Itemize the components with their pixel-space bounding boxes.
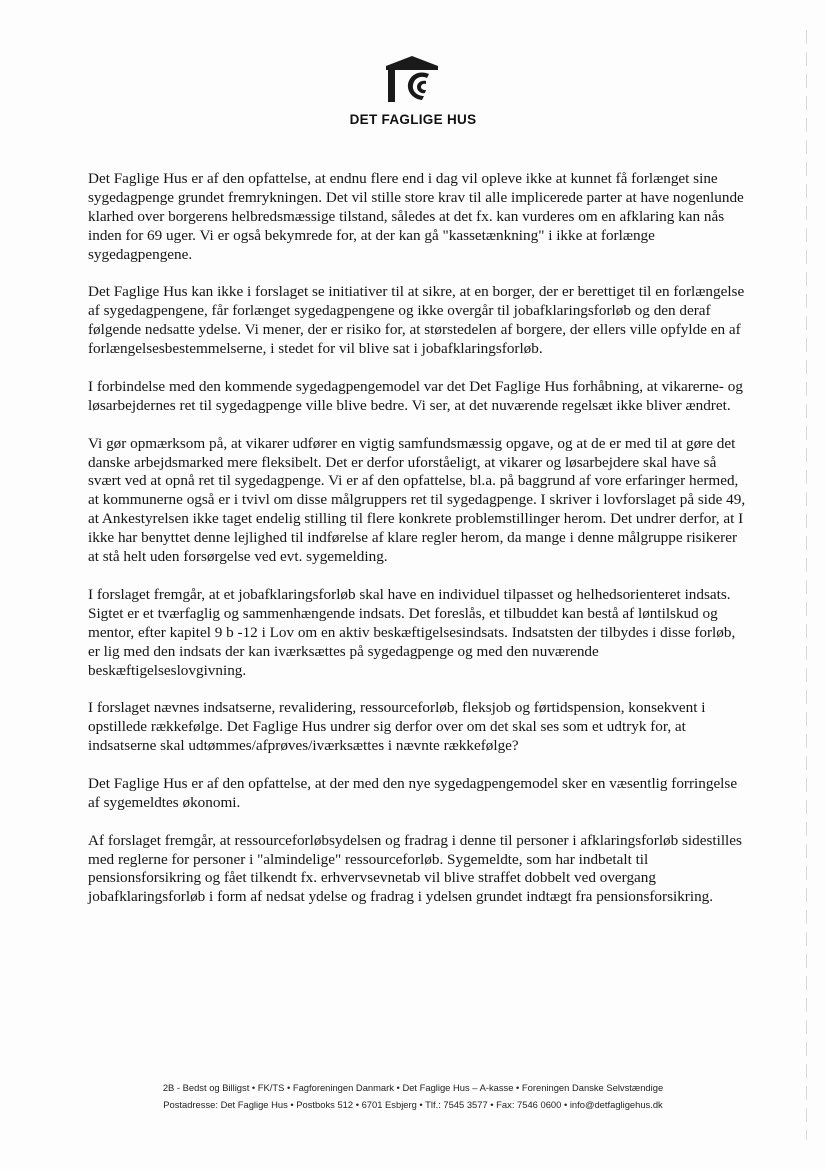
letter-body xyxy=(88,170,748,926)
scan-edge-line xyxy=(806,30,807,1140)
paragraph: Det Faglige Hus kan ikke i forslaget se initiativer til at sikre, at en borger, der er berettiget til en forlængelse af sygedagpengene, får forlænget sygedagpengene og ikke overgår til jobafklaringsforløb og den deraf følgende nedsatte ydelse. Vi mener, der er risiko for, at størstedelen af borgere, der ellers ville opfylde en af forlængelsesbestemmelserne, i stedet for vil blive sat i jobafklaringsforløb. xyxy=(88,283,745,358)
paragraph: Det Faglige Hus er af den opfattelse, at der med den nye sygedagpengemodel sker en væsentlig forringelse af sygemeldtes økonomi. xyxy=(88,774,738,811)
det-faglige-hus-logo-icon xyxy=(382,52,442,108)
page-footer xyxy=(110,1080,716,1113)
footer-address: Postadresse: Det Faglige Hus • Postboks 512 • 6701 Esbjerg • Tlf.: 7545 3577 • Fax: 7546 0600 • info@detfagligehus.dk xyxy=(163,1098,663,1110)
paragraph: Af forslaget fremgår, at ressourceforløbsydelsen og fradrag i denne til personer i afklaringsforløb sidestilles med reglerne for personer i "almindelige" ressourceforløb. Sygemeldte, som har indbetalt til pensionsforsikring og fået tilkendt fx. erhvervsevnetab vil blive straffet dobbelt ved overgang jobafklaringsforløb i form af nedsat ydelse og fradrag i ydelsen grundet indtægt fra pensionsforsikring. xyxy=(88,831,742,906)
organization-name: DET FAGLIGE HUS xyxy=(349,112,477,127)
paragraph: Vi gør opmærksom på, at vikarer udfører en vigtig samfundsmæssig opgave, og at de er med til at gøre det danske arbejdsmarked mere fleksibelt. Det er derfor uforståeligt, at vikarer og løsarbejdere skal have så svært ved at opnå ret til sygedagpenge. Vi er af den opfattelse, bl.a. på baggrund af vore erfaringer hermed, at kommunerne også er i tvivl om disse målgruppers ret til sygedagpenge. I skriver i lovforslaget på side 49, at Ankestyrelsen ikke taget endelig stilling til flere konkrete problemstillinger herom. Det undrer derfor, at I ikke har benyttet denne lejlighed til indførelse af klare regler herom, da mange i denne målgruppe risikerer at stå helt uden forsørgelse ved evt. sygemelding. xyxy=(88,434,746,566)
paragraph: I forslaget nævnes indsatserne, revalidering, ressourceforløb, fleksjob og førtidspension, konsekvent i opstillede rækkefølge. Det Faglige Hus undrer sig derfor over om det skal ses som et udtryk for, at indsatserne skal udtømmes/afprøves/iværksættes i nævnte rækkefølge? xyxy=(88,699,706,755)
paragraph: I forbindelse med den kommende sygedagpengemodel var det Det Faglige Hus forhåbning, at vikarerne- og løsarbejdernes ret til sygedagpenge ville blive bedre. Vi ser, at det nuværende regelsæt ikke bliver ændret. xyxy=(88,377,743,414)
footer-members: 2B - Bedst og Billigst • FK/TS • Fagforeningen Danmark • Det Faglige Hus – A-kasse • Foreningen Danske Selvstændige xyxy=(162,1082,664,1093)
paragraph: I forslaget fremgår, at et jobafklaringsforløb skal have en individuel tilpasset og helhedsorienteret indsats. Sigtet er et tværfaglig og sammenhængende indsats. Det foreslås, et tilbuddet kan bestå af løntilskud og mentor, efter kapitel 9 b -12 i Lov om en aktiv beskæftigelsesindsats. Indsatsten der tilbydes i disse forløb, er lig med den indsats der kan iværksættes på sygedagpenge og med den nuværende beskæftigelseslovgivning. xyxy=(88,585,736,679)
paragraph: Det Faglige Hus er af den opfattelse, at endnu flere end i dag vil opleve ikke at kunnet få forlænget sine sygedagpenge grundet fremrykningen. Det vil stille store krav til alle implicerede parter at have nogenlunde klarhed over borgerens helbredsmæssige tilstand, således at det fx. kan vurderes om en afklaring kan nås inden for 69 uger. Vi er også bekymrede for, at der kan gå "kassetænkning" i ikke at forlænge sygedagpengene. xyxy=(88,170,744,263)
